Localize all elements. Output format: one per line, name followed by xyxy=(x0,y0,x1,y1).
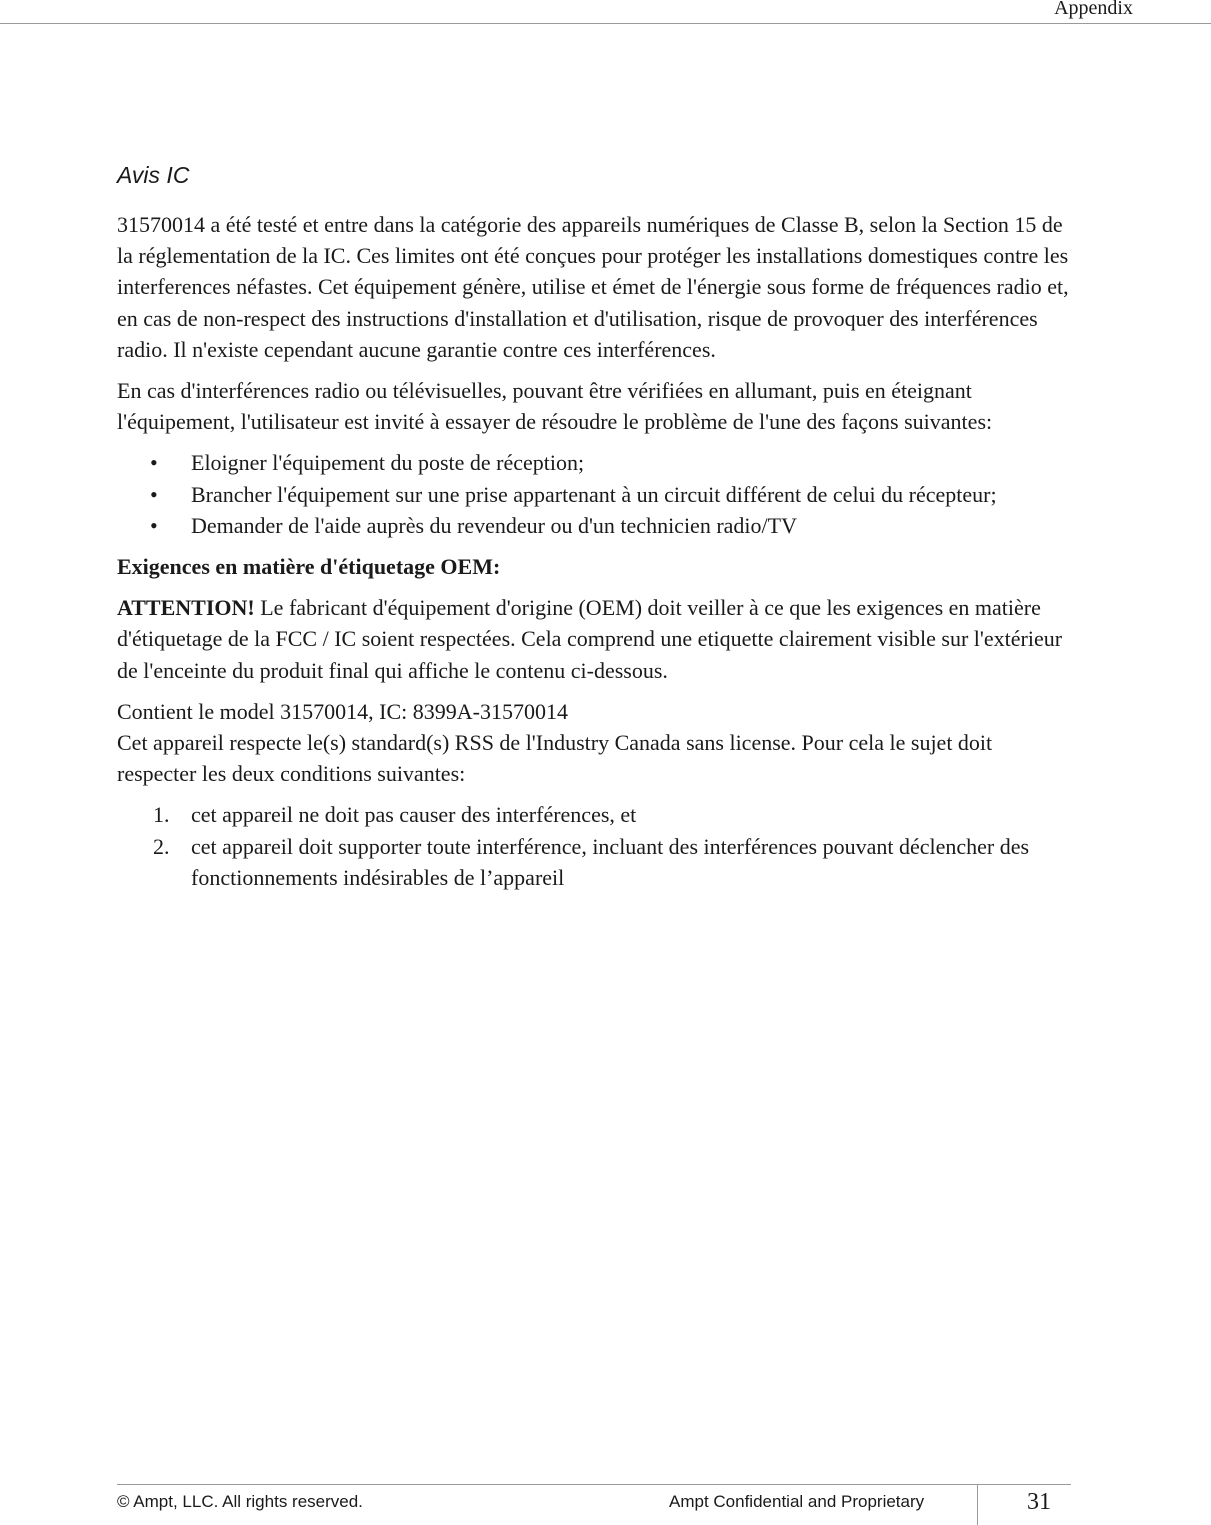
bullet-icon: • xyxy=(150,512,158,538)
footer-copyright: © Ampt, LLC. All rights reserved. xyxy=(117,1492,363,1511)
list-item-text: Eloigner l'équipement du poste de réception; xyxy=(191,450,585,476)
footer-divider xyxy=(977,1485,978,1525)
page-number: 31 xyxy=(1027,1489,1051,1515)
page-footer xyxy=(117,1484,1071,1525)
attention-label: ATTENTION! xyxy=(117,595,255,621)
list-item xyxy=(117,831,1077,893)
interference-paragraph: En cas d'interférences radio ou télévisuelles, pouvant être vérifiées en allumant, puis en éteignant l'équipement, l'utilisateur est invité à essayer de résoudre le problème de l'une des façons suivantes: xyxy=(117,378,993,435)
contains-model-line: Contient le model 31570014, IC: 8399A-31570014 xyxy=(117,698,568,724)
section-heading: Avis IC xyxy=(117,162,190,188)
label-content-block xyxy=(117,696,1077,790)
footer-confidentiality: Ampt Confidential and Proprietary xyxy=(669,1492,925,1511)
list-item-text: Brancher l'équipement sur une prise appartenant à un circuit différent de celui du récepteur; xyxy=(191,481,997,507)
labeling-heading: Exigences en matière d'étiquetage OEM: xyxy=(117,554,501,580)
page-header xyxy=(0,0,1211,24)
list-number: 1. xyxy=(153,802,170,828)
list-item-text: Demander de l'aide auprès du revendeur ou d'un technicien radio/TV xyxy=(191,512,797,538)
bullet-icon: • xyxy=(150,450,158,476)
conditions-list xyxy=(117,799,1077,893)
list-item xyxy=(117,510,1077,541)
list-item xyxy=(117,447,1077,478)
remedy-list xyxy=(117,447,1077,541)
bullet-icon: • xyxy=(150,481,158,507)
rss-compliance-line: Cet appareil respecte le(s) standard(s) RSS de l'Industry Canada sans license. Pour cela le sujet doit respecter les deux conditions suivantes: xyxy=(117,730,993,787)
intro-paragraph: 31570014 a été testé et entre dans la catégorie des appareils numériques de Classe B, selon la Section 15 de la réglementation de la IC. Ces limites ont été conçues pour protéger les installations domestiques contre les interferences néfastes. Cet équipement génère, utilise et émet de l'énergie sous forme de fréquences radio et, en cas de non-respect des instructions d'installation et d'utilisation, risque de provoquer des interférences radio. Il n'existe cependant aucune garantie contre ces interférences. xyxy=(117,212,1069,362)
header-section-title: Appendix xyxy=(1054,0,1133,19)
attention-paragraph xyxy=(117,592,1077,686)
document-body xyxy=(117,209,1077,903)
attention-text: Le fabricant d'équipement d'origine (OEM) doit veiller à ce que les exigences en matière d'étiquetage de la FCC / IC soient respectées. Cela comprend une etiquette clairement visible sur l'extérieur de l'enceinte du produit final qui affiche le contenu ci-dessous. xyxy=(117,595,1063,683)
list-number: 2. xyxy=(153,833,170,859)
list-item xyxy=(117,799,1077,830)
list-item xyxy=(117,479,1077,510)
list-item-text: cet appareil doit supporter toute interférence, incluant des interférences pouvant déclencher des fonctionnements indésirables de l’appareil xyxy=(191,833,1030,890)
list-item-text: cet appareil ne doit pas causer des interférences, et xyxy=(191,802,637,828)
